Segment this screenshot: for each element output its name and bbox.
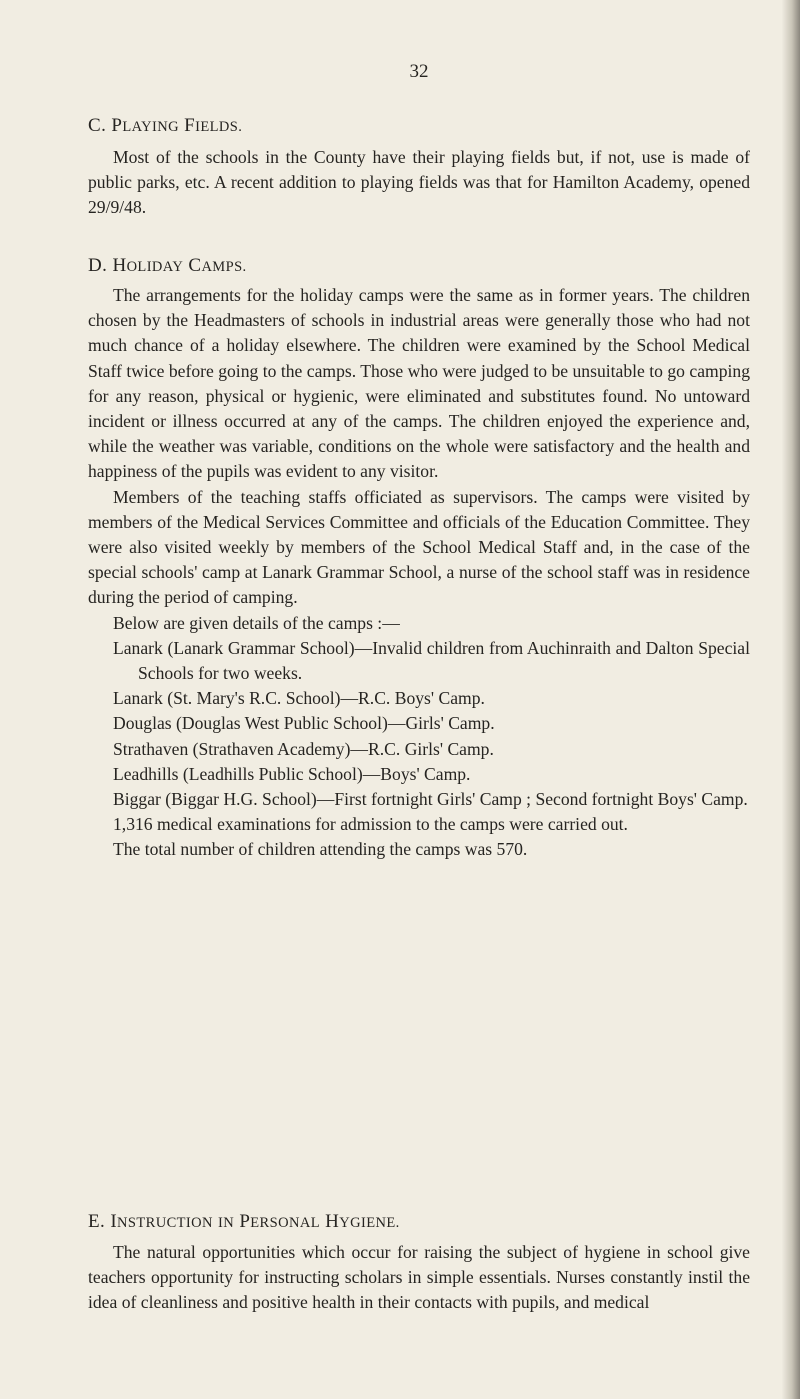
camp-list-item: Lanark (St. Mary's R.C. School)—R.C. Boys' Camp.	[113, 688, 485, 709]
section-c-letter: C.	[88, 115, 107, 136]
section-c-body	[88, 145, 750, 221]
section-e-body	[88, 1240, 750, 1316]
section-d-letter: D.	[88, 255, 108, 276]
section-e-paragraph: The natural opportunities which occur for raising the subject of hygiene in school give teachers opportunity for instructing scholars in simple essentials. Nurses constantly instil the idea of cleanliness and positive health in their contacts with pupils, and medical	[88, 1242, 750, 1313]
page-number: 32	[409, 61, 429, 82]
camps-list	[88, 636, 750, 812]
camp-list-item: Leadhills (Leadhills Public School)—Boys' Camp.	[113, 763, 471, 784]
page-edge-shadow	[782, 0, 800, 1399]
section-d-paragraph-2: Members of the teaching staffs officiated as supervisors. The camps were visited by members of the Medical Services Committee and officials of the Education Committee. They were also visited weekly by members of the School Medical Staff and, in the case of the special schools' camp at Lanark Grammar School, a nurse of the school staff was in residence during the period of camping.	[88, 486, 750, 608]
section-d-body	[88, 283, 750, 863]
section-d-paragraph-1: The arrangements for the holiday camps were the same as in former years. The children chosen by the Headmasters of schools in industrial areas were generally those who had not much chance of a holiday elsewhere. The children were examined by the School Medical Staff twice before going to the camps. Those who were judged to be unsuitable to go camping for any reason, physical or hygienic, were eliminated and substitutes found. No untoward incident or illness occurred at any of the camps. The children enjoyed the experience and, while the weather was variable, conditions on the whole were satisfactory and the health and happiness of the pupils was evident to any visitor.	[88, 285, 750, 482]
camp-list-item: Douglas (Douglas West Public School)—Girls' Camp.	[113, 713, 495, 734]
section-d-paragraph-4: 1,316 medical examinations for admission to the camps were carried out.	[113, 814, 628, 835]
section-d-heading: D. HOLIDAY CAMPS.	[88, 255, 247, 276]
section-e-letter: E.	[88, 1211, 106, 1232]
section-d-paragraph-5: The total number of children attending the camps was 570.	[113, 839, 528, 860]
section-e-heading: E. INSTRUCTION IN PERSONAL HYGIENE.	[88, 1211, 400, 1232]
camp-list-item: Lanark (Lanark Grammar School)—Invalid children from Auchinraith and Dalton Special Schools for two weeks.	[113, 637, 750, 684]
camp-list-item: Strathaven (Strathaven Academy)—R.C. Girls' Camp.	[113, 738, 494, 759]
section-c-paragraph: Most of the schools in the County have their playing fields but, if not, use is made of public parks, etc. A recent addition to playing fields was that for Hamilton Academy, opened 29/9/48.	[88, 147, 750, 218]
camp-list-item: Biggar (Biggar H.G. School)—First fortnight Girls' Camp ; Second fortnight Boys' Camp.	[113, 789, 748, 810]
section-d-paragraph-3: Below are given details of the camps :—	[113, 612, 400, 633]
section-c-heading: C. PLAYING FIELDS.	[88, 115, 243, 136]
